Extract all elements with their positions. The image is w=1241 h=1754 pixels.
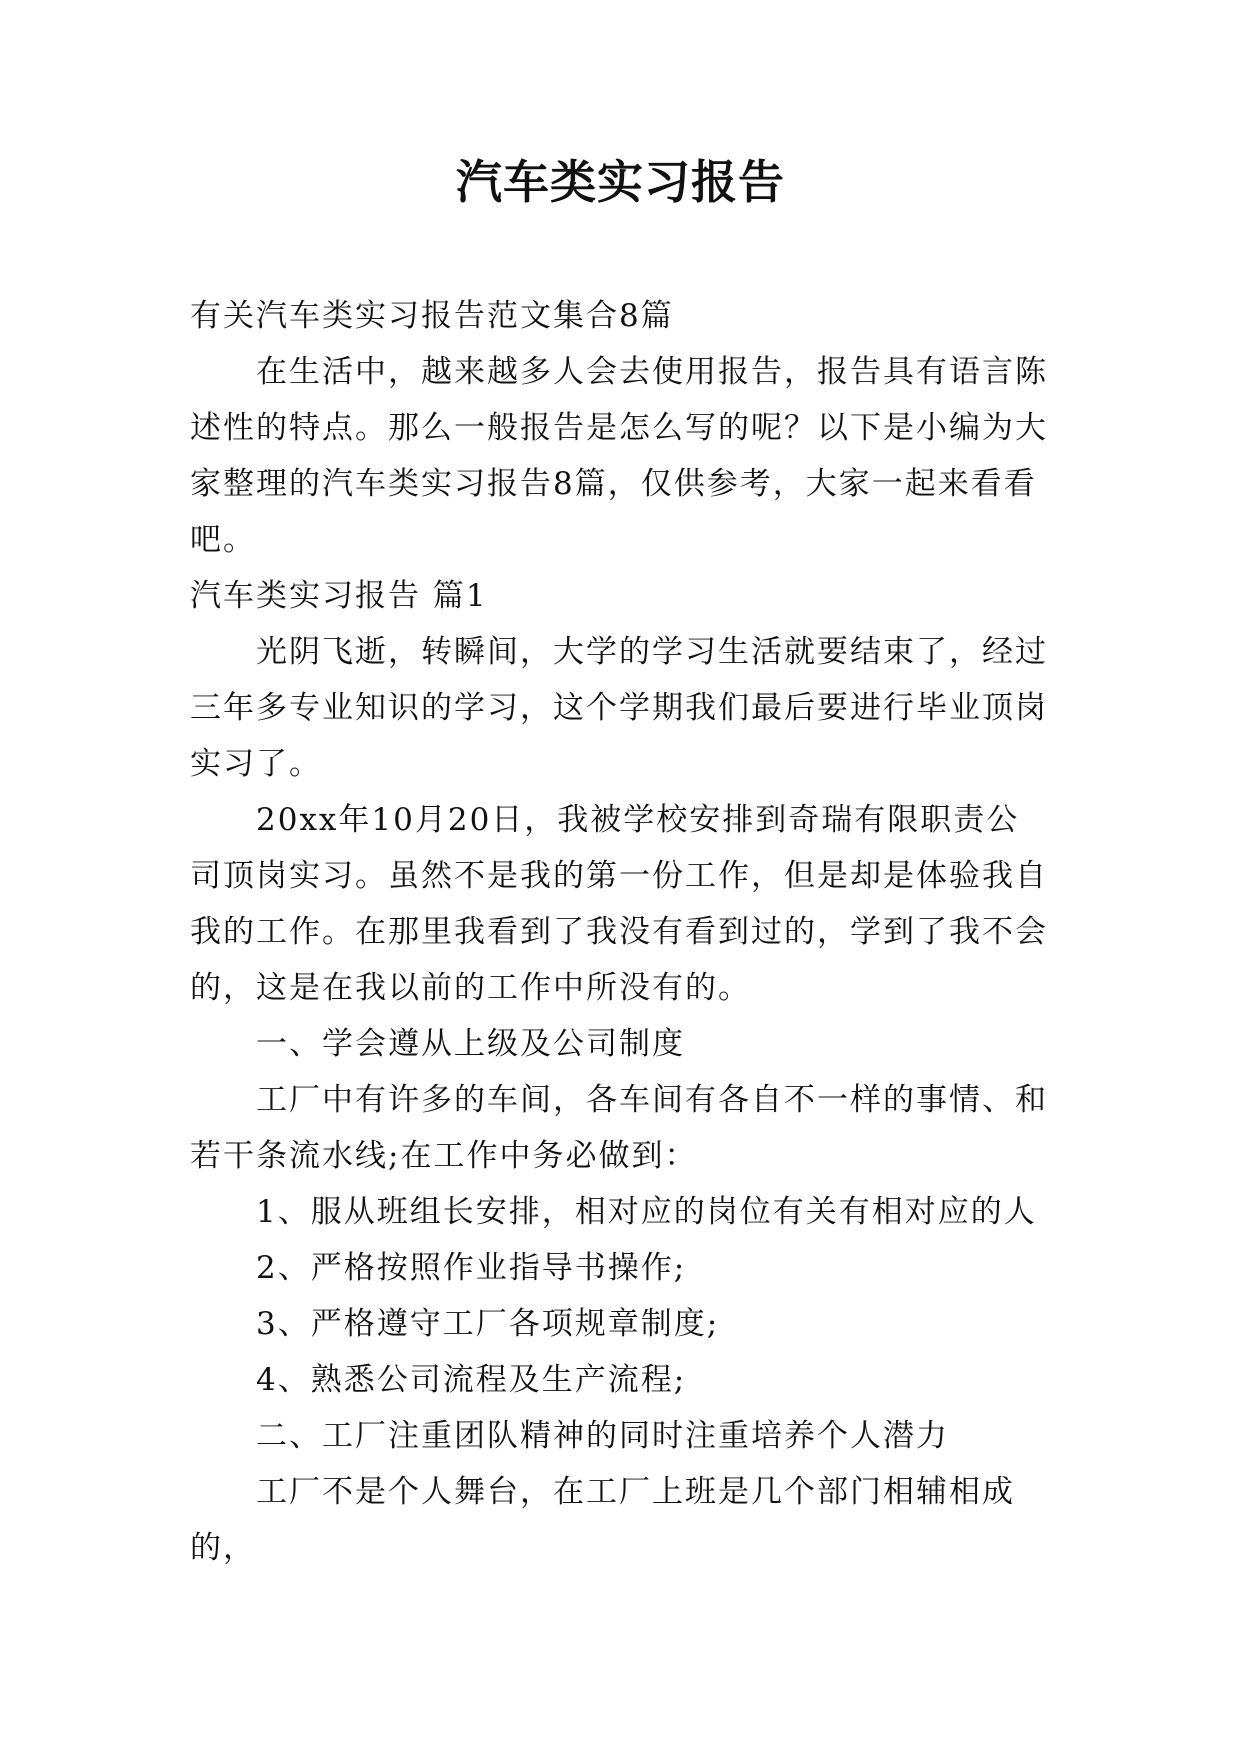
document-body xyxy=(190,288,1052,1576)
document-title: 汽车类实习报告 xyxy=(456,155,785,209)
intro-paragraph: 在生活中，越来越多人会去使用报告，报告具有语言陈述性的特点。那么一般报告是怎么写的呢？以下是小编为大家整理的汽车类实习报告8篇，仅供参考，大家一起来看看吧。 xyxy=(190,354,1048,558)
body-paragraph: 光阴飞逝，转瞬间，大学的学习生活就要结束了，经过三年多专业知识的学习，这个学期我们最后要进行毕业顶岗实习了。 xyxy=(190,634,1048,782)
list-item: 2、严格按照作业指导书操作; xyxy=(256,1250,687,1286)
subsection-heading: 二、工厂注重团队精神的同时注重培养个人潜力 xyxy=(256,1418,949,1454)
subsection-heading: 一、学会遵从上级及公司制度 xyxy=(256,1026,685,1062)
body-paragraph: 工厂中有许多的车间，各车间有各自不一样的事情、和若干条流水线;在工作中务必做到： xyxy=(190,1082,1048,1174)
body-paragraph: 工厂不是个人舞台，在工厂上班是几个部门相辅相成的， xyxy=(190,1474,1015,1566)
list-item: 1、服从班组长安排，相对应的岗位有关有相对应的人 xyxy=(256,1194,1037,1230)
list-item: 3、严格遵守工厂各项规章制度; xyxy=(256,1306,720,1342)
intro-subtitle: 有关汽车类实习报告范文集合8篇 xyxy=(190,298,674,334)
section-heading: 汽车类实习报告 篇1 xyxy=(190,578,488,614)
body-paragraph: 20xx年10月20日，我被学校安排到奇瑞有限职责公司顶岗实习。虽然不是我的第一份工作，但是却是体验我自我的工作。在那里我看到了我没有看到过的，学到了我不会的，这是在我以前的工作中所没有的。 xyxy=(190,802,1048,1006)
list-item: 4、熟悉公司流程及生产流程; xyxy=(256,1362,687,1398)
